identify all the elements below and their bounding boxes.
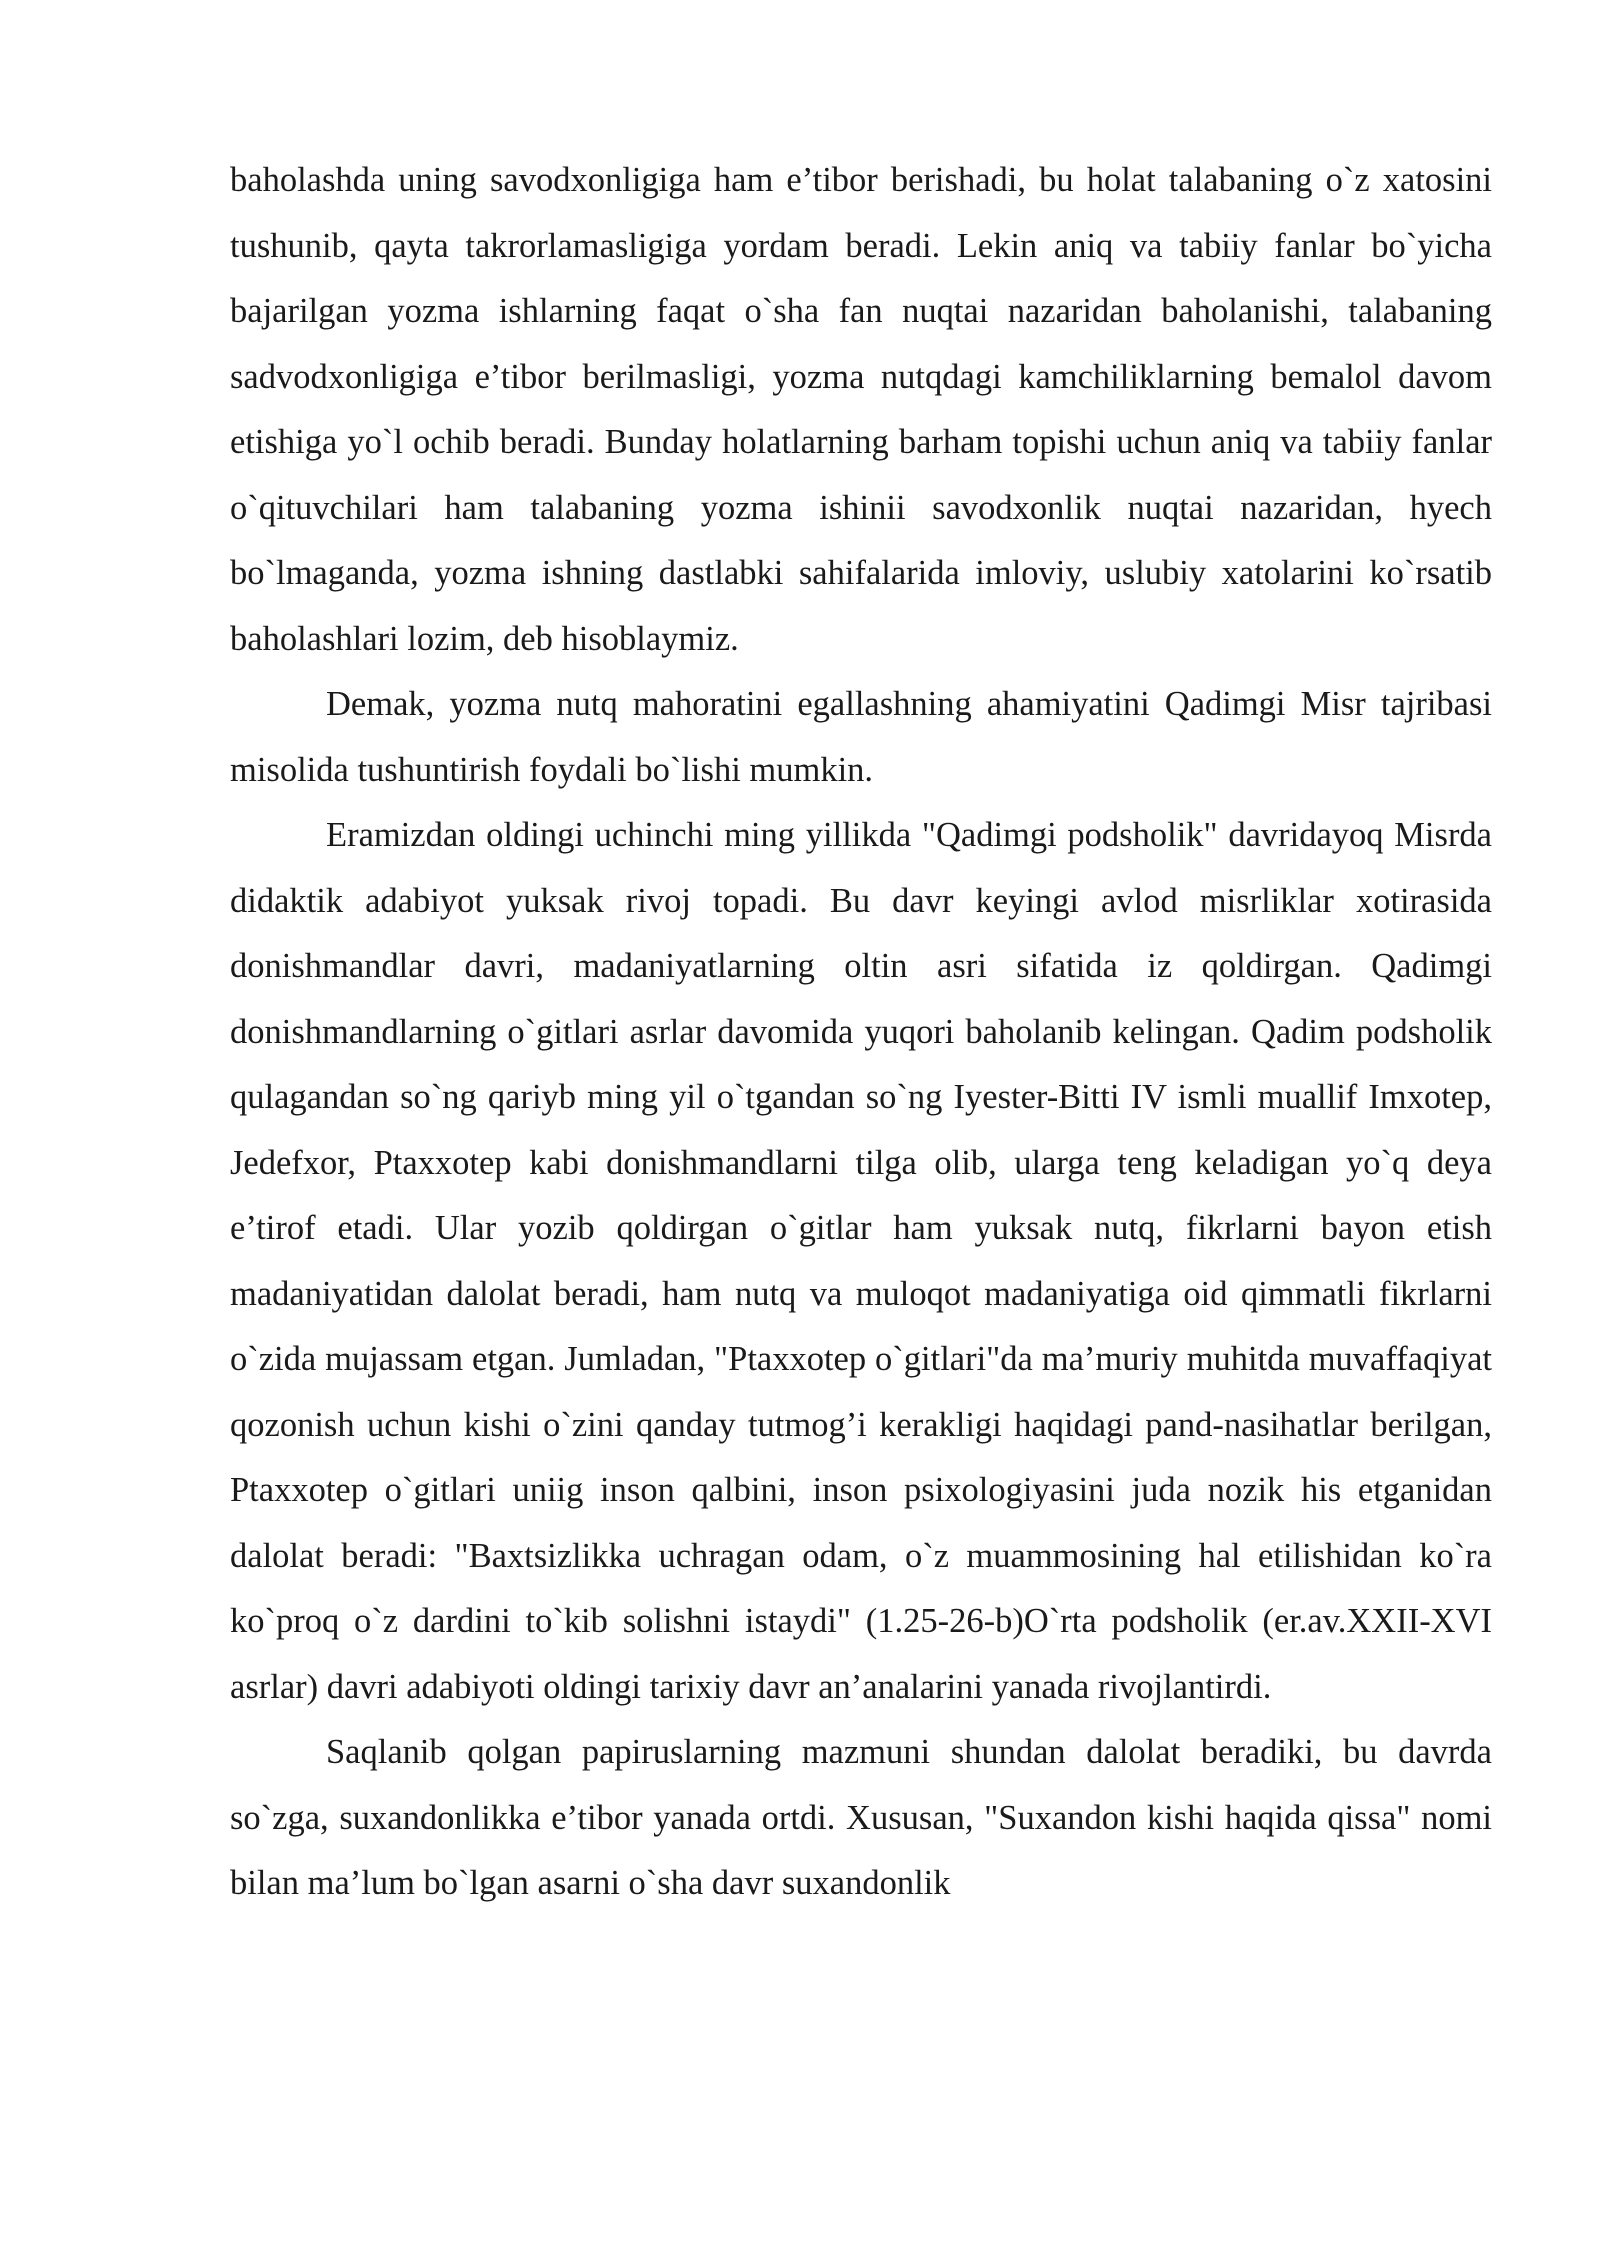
body-text — [230, 148, 1492, 1917]
paragraph-eramizdan: Eramizdan oldingi uchinchi ming yillikda "Qadimgi podsholik" davridayoq Misrda didaktik adabiyot yuksak rivoj topadi. Bu davr keyingi avlod misrliklar xotirasida donishmandlar davri, madaniyatlarning oltin asri sifatida iz qoldirgan. Qadimgi donishmandlarning o`gitlari asrlar davomida yuqori baholanib kelingan. Qadim podsholik qulagandan so`ng qariyb ming yil o`tgandan so`ng Iyester-Bitti IV ismli muallif Imxotep, Jedefxor, Ptaxxotep kabi donishmandlarni tilga olib, ularga teng keladigan yo`q deya e’tirof etadi. Ular yozib qoldirgan o`gitlar ham yuksak nutq, fikrlarni bayon etish madaniyatidan dalolat beradi, ham nutq va muloqot madaniyatiga oid qimmatli fikrlarni o`zida mujassam etgan. Jumladan, "Ptaxxotep o`gitlari"da ma’muriy muhitda muvaffaqiyat qozonish uchun kishi o`zini qanday tutmog’i kerakligi haqidagi pand-nasihatlar berilgan, Ptaxxotep o`gitlari uniig inson qalbini, inson psixologiyasini juda nozik his etganidan dalolat beradi: "Baxtsizlikka uchragan odam, o`z muammosining hal etilishidan ko`ra ko`proq o`z dardini to`kib solishni istaydi" (1.25-26-b)O`rta podsholik (er.av.XXII-XVI asrlar) davri adabiyoti oldingi tarixiy davr an’analarini yanada rivojlantirdi. — [230, 816, 1492, 1706]
paragraph-continuation: baholashda uning savodxonligiga ham e’tibor berishadi, bu holat talabaning o`z xatosini tushunib, qayta takrorlamasligiga yordam beradi. Lekin aniq va tabiiy fanlar bo`yicha bajarilgan yozma ishlarning faqat o`sha fan nuqtai nazaridan baholanishi, talabaning sadvodxonligiga e’tibor berilmasligi, yozma nutqdagi kamchiliklarning bemalol davom etishiga yo`l ochib beradi. Bunday holatlarning barham topishi uchun aniq va tabiiy fanlar o`qituvchilari ham talabaning yozma ishinii savodxonlik nuqtai nazaridan, hyech bo`lmaganda, yozma ishning dastlabki sahifalarida imloviy, uslubiy xatolarini ko`rsatib baholashlari lozim, deb hisoblaymiz. — [230, 161, 1492, 658]
paragraph-saqlanib: Saqlanib qolgan papiruslarning mazmuni shundan dalolat beradiki, bu davrda so`zga, suxandonlikka e’tibor yanada ortdi. Xususan, "Suxandon kishi haqida qissa" nomi bilan ma’lum bo`lgan asarni o`sha davr suxandonlik — [230, 1733, 1492, 1902]
paragraph-demak: Demak, yozma nutq mahoratini egallashning ahamiyatini Qadimgi Misr tajribasi misolida tushuntirish foydali bo`lishi mumkin. — [230, 685, 1492, 789]
